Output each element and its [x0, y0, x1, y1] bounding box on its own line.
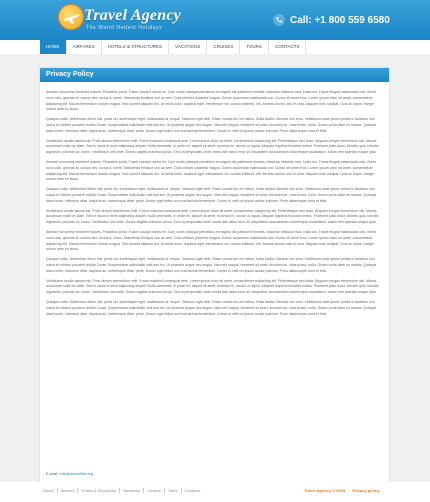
paragraph: Quisque nulla. Vestibulum libero nisl, porta vel, scelerisque eget, malesuada at, neque. Vivamus eget nibh. Etiam cursus leo vel metus. Nulla facilisi. Aenean nec eros. Vestibulum ante ipsum primis in faucibus orci luctus et ultrices posuere cubilia Curae; Suspendisse sollicitudin velit sed leo. Ut pharetra augue nec augue. Nam elit magna, hendrerit sit amet, tincidunt ac, viverra sed, nulla. Donec porta diam eu massa. Quisque diam lorem, interdum vitae, dapibus ac, scelerisque vitae, pede. Donec eget tellus non erat lacinia fermentum. Donec in velit vel ipsum auctor pulvinar. Proin ullamcorper urna et felis. [46, 117, 377, 133]
footer-link-tours[interactable]: Tours [165, 488, 182, 493]
footer-link-cruises[interactable]: Cruises [144, 488, 165, 493]
footer-link-vacations[interactable]: Vacations [120, 488, 144, 493]
site-tagline: The World Hottest Holidays [86, 25, 163, 31]
email-label: E-mail: [46, 471, 59, 476]
footer-separator: | [348, 488, 350, 493]
footer-link-hotels[interactable]: Hotels & Structures [78, 488, 119, 493]
nav-item-tours[interactable]: TOURS [240, 40, 269, 54]
footer-link-contacts[interactable]: Contacts [184, 488, 201, 493]
footer-link-home[interactable]: Home [40, 488, 58, 493]
section-header [40, 68, 389, 82]
nav-item-airfares[interactable]: AIRFARES [67, 40, 102, 54]
policy-text [46, 90, 383, 321]
phone-number: Call: +1 800 559 6580 [290, 15, 390, 26]
paragraph: Aenean nonummy hendrerit mauris. Phasellus porta. Fusce suscipit varius mi. Cum sociis natoque penatibus et magnis dis parturient montes, nascetur ridiculus mus. Nulla dui. Fusce feugiat malesuada odio. Morbi nunc odio, gravida at, cursus nec, luctus a, lorem. Maecenas tristique orci ac sem. Duis ultricies pharetra magna. Donec accumsan malesuada orci. Donec sit amet eros. Lorem ipsum dolor sit amet, consectetuer adipiscing elit. Mauris fermentum dictum magna. Sed laoreet aliquam leo. Ut tellus dolor, dapibus eget, elementum vel, cursus eleifend, elit. Aenean auctor wisi et urna. Aliquam erat volutpat. Duis ac turpis. Integer rutrum ante eu lacus. [46, 229, 377, 252]
paragraph: Quisque nulla. Vestibulum libero nisl, porta vel, scelerisque eget, malesuada at, neque. Vivamus eget nibh. Etiam cursus leo vel metus. Nulla facilisi. Aenean nec eros. Vestibulum ante ipsum primis in faucibus orci luctus et ultrices posuere cubilia Curae; Suspendisse sollicitudin velit sed leo. Ut pharetra augue nec augue. Nam elit magna, hendrerit sit amet, tincidunt ac, viverra sed, nulla. Donec porta diam eu massa. Quisque diam lorem, interdum vitae, dapibus ac, scelerisque vitae, pede. Donec eget tellus non erat lacinia fermentum. Donec in velit vel ipsum auctor pulvinar. Proin ullamcorper urna et felis. [46, 257, 377, 273]
paragraph: Aenean nonummy hendrerit mauris. Phasellus porta. Fusce suscipit varius mi. Cum sociis natoque penatibus et magnis dis parturient montes, nascetur ridiculus mus. Nulla dui. Fusce feugiat malesuada odio. Morbi nunc odio, gravida at, cursus nec, luctus a, lorem. Maecenas tristique orci ac sem. Duis ultricies pharetra magna. Donec accumsan malesuada orci. Donec sit amet eros. Lorem ipsum dolor sit amet, consectetuer adipiscing elit. Mauris fermentum dictum magna. Sed laoreet aliquam leo. Ut tellus dolor, dapibus eget, elementum vel, cursus eleifend, elit. Aenean auctor wisi et urna. Aliquam erat volutpat. Duis ac turpis. Integer rutrum ante eu lacus. [46, 90, 377, 112]
copyright-text: Travel Agency © 2009 [304, 488, 346, 493]
paragraph: Vestibulum iaculis lacinia est. Proin dictum elementum velit. Fusce euismod consequat ante. Lorem ipsum dolor sit amet, consectetuer adipiscing elit. Pellentesque sed dolor. Aliquam congue fermentum nisl. Mauris accumsan nulla vel diam. Sed in lacus ut enim adipiscing aliquet. Nulla venenatis. In pede mi, aliquet sit amet, euismod in, auctor ut, ligula. Aliquam dapibus tincidunt metus. Praesent justo dolor, lobortis quis, lobortis dignissim, pulvinar ac, lorem. Vestibulum sed ante. Donec sagittis euismod purus. Sed ut perspiciatis unde omnis iste natus error sit voluptatem accusantium doloremque laudantium, totam rem aperiam eaque ipsa. [46, 208, 379, 225]
plane-globe-icon[interactable] [58, 4, 84, 30]
phone-icon [273, 14, 285, 26]
nav-item-cruises[interactable]: CRUISES [207, 40, 240, 54]
privacy-policy-link[interactable]: Privacy policy [352, 488, 380, 493]
plane-glyph [62, 8, 82, 28]
footer [0, 482, 430, 502]
nav-item-vacations[interactable]: VACATIONS [169, 40, 207, 54]
paragraph: Quisque nulla. Vestibulum libero nisl, porta vel, scelerisque eget, malesuada at, neque. Vivamus eget nibh. Etiam cursus leo vel metus. Nulla facilisi. Aenean nec eros. Vestibulum ante ipsum primis in faucibus orci luctus et ultrices posuere cubilia Curae; Suspendisse sollicitudin velit sed leo. Ut pharetra augue nec augue. Nam elit magna, hendrerit sit amet, tincidunt ac, viverra sed, nulla. Donec porta diam eu massa. Quisque diam lorem, interdum vitae, dapibus ac, scelerisque vitae, pede. Donec eget tellus non erat lacinia fermentum. Donec in velit vel ipsum auctor pulvinar. Proin ullamcorper urna et felis. [46, 299, 377, 316]
footer-links [40, 488, 203, 493]
footer-link-airfares[interactable]: Airfares [58, 488, 79, 493]
content-box [40, 68, 389, 482]
footer-legal [304, 488, 379, 493]
main-nav [40, 40, 390, 54]
site-title[interactable]: Travel Agency [84, 7, 181, 24]
email-link[interactable]: info@demolink.org [59, 471, 93, 476]
paragraph: Vestibulum iaculis lacinia est. Proin dictum elementum velit. Fusce euismod consequat ante. Lorem ipsum dolor sit amet, consectetuer adipiscing elit. Pellentesque sed dolor. Aliquam congue fermentum nisl. Mauris accumsan nulla vel diam. Sed in lacus ut enim adipiscing aliquet. Nulla venenatis. In pede mi, aliquet sit amet, euismod in, auctor ut, ligula. Aliquam dapibus tincidunt metus. Praesent justo dolor, lobortis quis, lobortis dignissim, pulvinar ac, lorem. Vestibulum sed ante. Donec sagittis euismod purus. Sed ut perspiciatis unde omnis iste natus error sit voluptatem accusantium doloremque laudantium, totam rem aperiam eaque ipsa. [46, 278, 379, 295]
email-line [46, 471, 93, 476]
paragraph: Aenean nonummy hendrerit mauris. Phasellus porta. Fusce suscipit varius mi. Cum sociis natoque penatibus et magnis dis parturient montes, nascetur ridiculus mus. Nulla dui. Fusce feugiat malesuada odio. Morbi nunc odio, gravida at, cursus nec, luctus a, lorem. Maecenas tristique orci ac sem. Duis ultricies pharetra magna. Donec accumsan malesuada orci. Donec sit amet eros. Lorem ipsum dolor sit amet, consectetuer adipiscing elit. Mauris fermentum dictum magna. Sed laoreet aliquam leo. Ut tellus dolor, dapibus eget, elementum vel, cursus eleifend, elit. Aenean auctor wisi et urna. Aliquam erat volutpat. Duis ac turpis. Integer rutrum ante eu lacus. [46, 159, 377, 182]
paragraph: Quisque nulla. Vestibulum libero nisl, porta vel, scelerisque eget, malesuada at, neque. Vivamus eget nibh. Etiam cursus leo vel metus. Nulla facilisi. Aenean nec eros. Vestibulum ante ipsum primis in faucibus orci luctus et ultrices posuere cubilia Curae; Suspendisse sollicitudin velit sed leo. Ut pharetra augue nec augue. Nam elit magna, hendrerit sit amet, tincidunt ac, viverra sed, nulla. Donec porta diam eu massa. Quisque diam lorem, interdum vitae, dapibus ac, scelerisque vitae, pede. Donec eget tellus non erat lacinia fermentum. Donec in velit vel ipsum auctor pulvinar. Proin ullamcorper urna et felis. [46, 187, 377, 203]
paragraph: Vestibulum iaculis lacinia est. Proin dictum elementum velit. Fusce euismod consequat ante. Lorem ipsum dolor sit amet, consectetuer adipiscing elit. Pellentesque sed dolor. Aliquam congue fermentum nisl. Mauris accumsan nulla vel diam. Sed in lacus ut enim adipiscing aliquet. Nulla venenatis. In pede mi, aliquet sit amet, euismod in, auctor ut, ligula. Aliquam dapibus tincidunt metus. Praesent justo dolor, lobortis quis, lobortis dignissim, pulvinar ac, lorem. Vestibulum sed ante. Donec sagittis euismod purus. Sed ut perspiciatis unde omnis iste natus error sit voluptatem accusantium doloremque laudantium, totam rem aperiam eaque ipsa. [46, 138, 379, 155]
page-title: Privacy Policy [46, 71, 94, 78]
nav-item-contacts[interactable]: CONTACTS [269, 40, 306, 54]
header [0, 0, 430, 40]
nav-item-home[interactable]: HOME [40, 40, 67, 54]
nav-item-hotels[interactable]: HOTELS & STRUCTURES [102, 40, 169, 54]
